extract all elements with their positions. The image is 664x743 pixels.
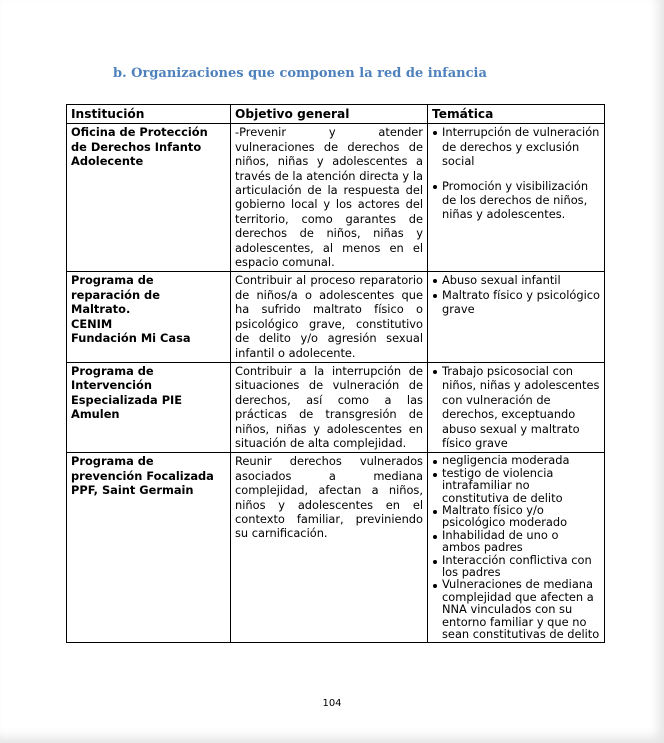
tematica-list (432, 454, 600, 640)
header-institucion: Institución (67, 105, 231, 124)
tematica-list (432, 125, 600, 221)
cell-objetivo: Reunir derechos vulnerados asociados a mediana complejidad, afectan a niños, niños y adolescentes en el contexto familiar, previniendo su carnificación. (231, 453, 428, 643)
list-item: Trabajo psicosocial con niños, niñas y adolescentes con vulneración de derechos, exceptuando abuso sexual y maltrato físico grave (432, 364, 600, 450)
cell-tematica (428, 453, 605, 643)
cell-objetivo: Contribuir al proceso reparatorio de niños/a o adolescentes que ha sufrido maltrato físico o psicológico grave, constitutivo de delito y/o agresión sexual infantil o adolecente. (231, 272, 428, 362)
list-item: Interrupción de vulneración de derechos y exclusión social (432, 125, 600, 168)
cell-institucion: Oficina de Protección de Derechos Infanto Adolecente (67, 124, 231, 272)
tematica-list (432, 364, 600, 450)
list-item: negligencia moderada (432, 454, 600, 466)
tematica-list (432, 273, 600, 316)
table-row (67, 124, 605, 272)
cell-tematica (428, 124, 605, 272)
table-row (67, 272, 605, 362)
list-item: Maltrato físico y/o psicológico moderado (432, 504, 600, 529)
cell-institucion: Programa de Intervención Especializada PIE Amulen (67, 362, 231, 452)
header-tematica: Temática (428, 105, 605, 124)
header-objetivo: Objetivo general (231, 105, 428, 124)
cell-objetivo: -Prevenir y atender vulneraciones de derechos de niños, niñas y adolescentes a través de la atención directa y la articulación de la respuesta del gobierno local y los actores del territorio, como garantes de derechos de niños, niñas y adolescentes, al menos en el espacio comunal. (231, 124, 428, 272)
cell-institucion: Programa de prevención Focalizada PPF, Saint Germain (67, 453, 231, 643)
table-row (67, 453, 605, 643)
section-heading: b. Organizaciones que componen la red de infancia (113, 66, 487, 81)
list-item: testigo de violencia intrafamiliar no constitutiva de delito (432, 467, 600, 504)
list-item: Maltrato físico y psicológico grave (432, 288, 600, 317)
cell-objetivo: Contribuir a la interrupción de situaciones de vulneración de derechos, así como a las prácticas de transgresión de niños, niñas y adolescentes en situación de alta complejidad. (231, 362, 428, 452)
page-number: 104 (322, 698, 342, 709)
organizations-table (66, 104, 605, 643)
cell-tematica (428, 362, 605, 452)
cell-tematica (428, 272, 605, 362)
list-item: Vulneraciones de mediana complejidad que afecten a NNA vinculados con su entorno familiar y que no sean constitutivas de delito (432, 578, 600, 640)
table-header-row (67, 105, 605, 124)
cell-institucion: Programa de reparación de Maltrato. CENIM Fundación Mi Casa (67, 272, 231, 362)
table-row (67, 362, 605, 452)
list-item: Interacción conflictiva con los padres (432, 554, 600, 579)
list-item: Abuso sexual infantil (432, 273, 600, 287)
list-item: Promoción y visibilización de los derechos de niños, niñas y adolescentes. (432, 179, 600, 222)
list-item: Inhabilidad de uno o ambos padres (432, 529, 600, 554)
